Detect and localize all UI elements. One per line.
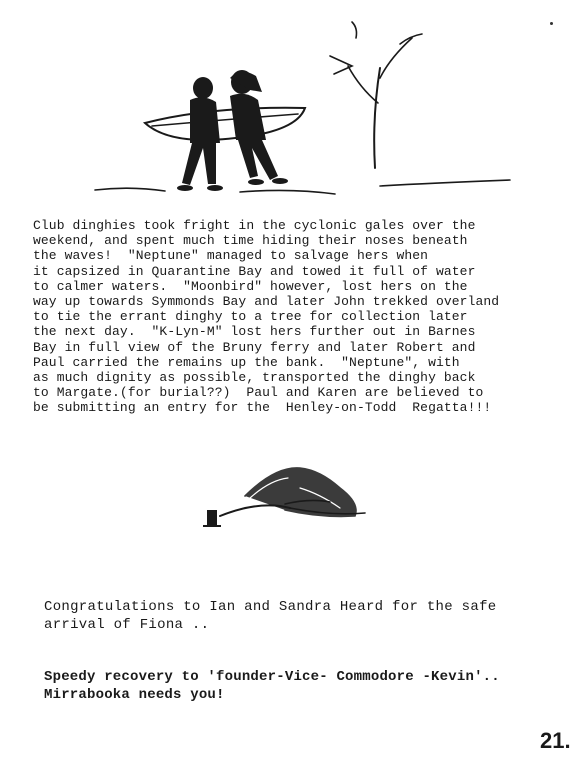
article-line: Club dinghies took fright in the cyclonic gales over the <box>33 218 476 233</box>
article-line: be submitting an entry for the Henley-on-Todd Regatta!!! <box>33 400 492 416</box>
article-line: way up towards Symmonds Bay and later John trekked overland <box>33 294 500 310</box>
wrecked-dinghy-illustration <box>190 458 390 538</box>
congratulations-note <box>44 598 544 634</box>
article-line: to calmer waters. "Moonbird" however, lost hers on the <box>33 278 468 294</box>
article-line: the waves! "Neptune" managed to salvage hers when <box>33 248 429 264</box>
article-line: Paul carried the remains up the bank. "Neptune", with <box>33 354 460 370</box>
dinghy-carriers-illustration <box>90 8 530 208</box>
congratulations-line: arrival of Fiona .. <box>44 617 210 633</box>
article-line: it capsized in Quarantine Bay and towed it full of water <box>33 263 476 279</box>
article-line: to Margate.(for burial??) Paul and Karen are believed to <box>33 385 484 401</box>
article-line: Bay in full view of the Bruny ferry and later Robert and <box>33 339 476 355</box>
article-line: weekend, and spent much time hiding their noses beneath <box>33 233 468 249</box>
dinghy-article <box>33 218 553 416</box>
article-line: to tie the errant dinghy to a tree for collection later <box>33 309 468 325</box>
speck-mark <box>550 22 553 25</box>
recovery-line: Speedy recovery to 'founder-Vice- Commodore -Kevin'.. <box>44 669 500 685</box>
article-line: the next day. "K-Lyn-M" lost hers further out in Barnes <box>33 324 476 340</box>
recovery-line: Mirrabooka needs you! <box>44 687 225 703</box>
congratulations-line: Congratulations to Ian and Sandra Heard for the safe <box>44 599 497 615</box>
page-number: 21. <box>540 728 571 753</box>
article-line: as much dignity as possible, transported the dinghy back <box>33 370 476 386</box>
recovery-note <box>44 668 564 704</box>
